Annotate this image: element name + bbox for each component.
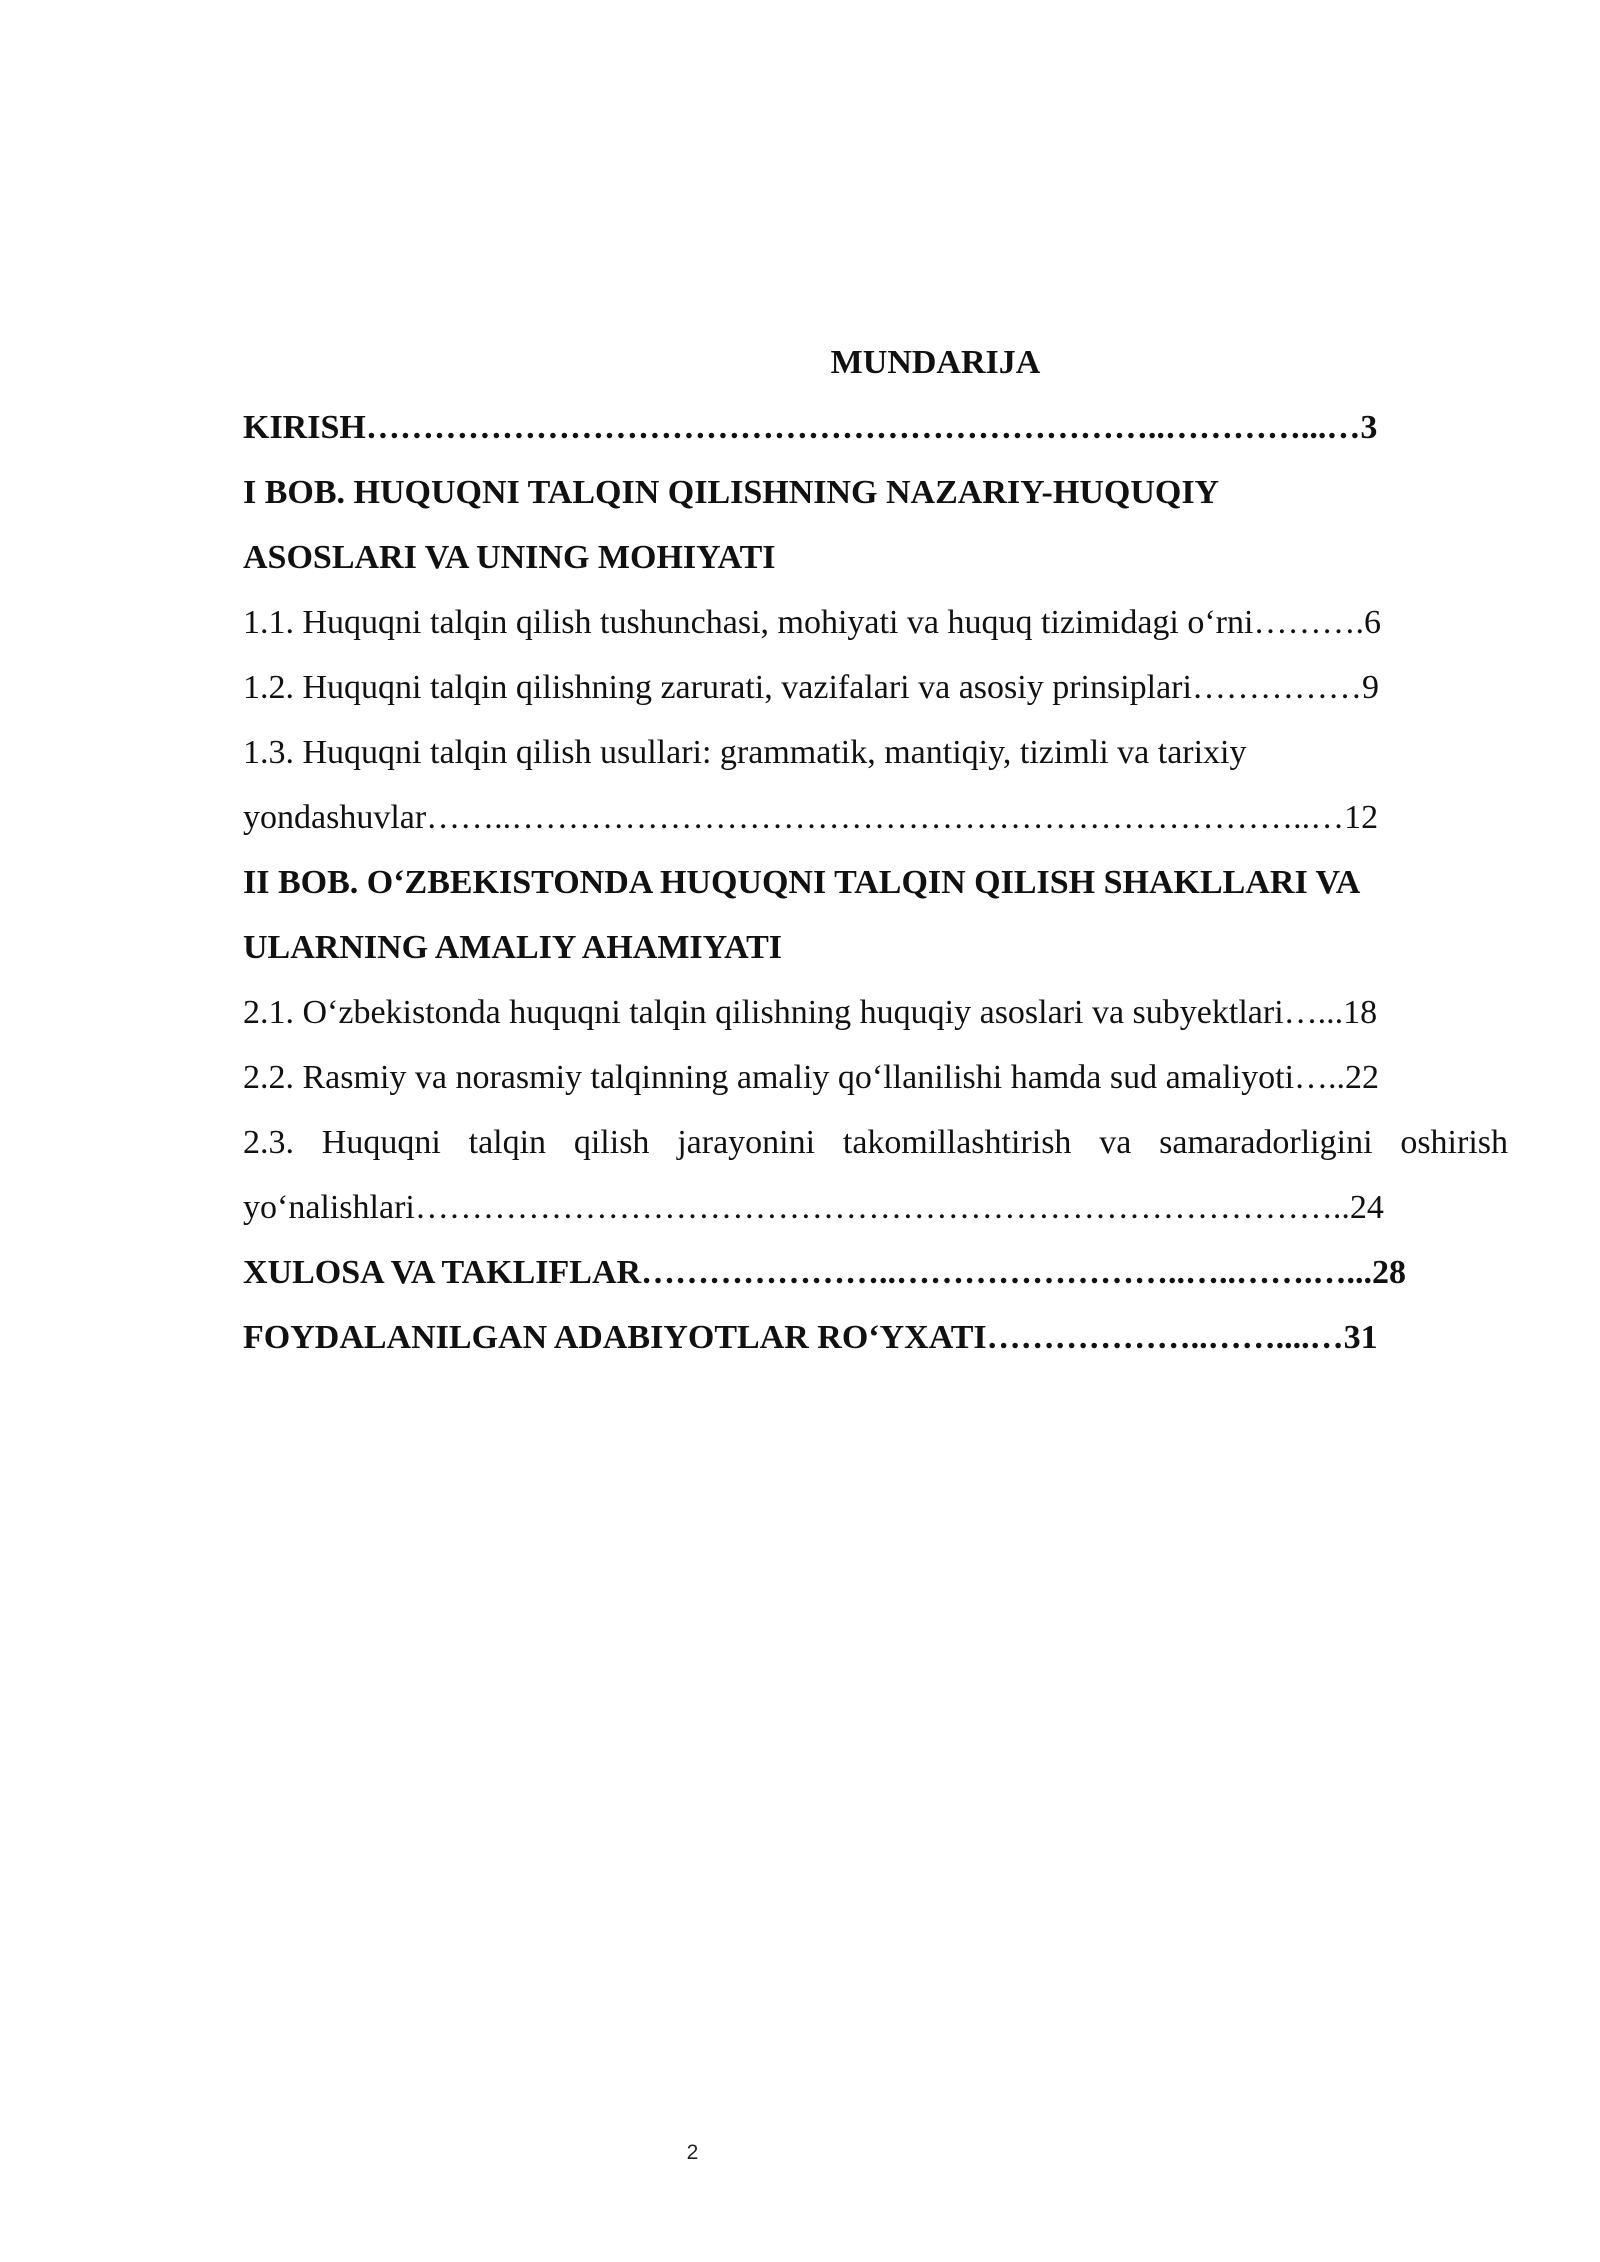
- toc-chapter-1-heading-line-2: ASOSLARI VA UNING MOHIYATI: [243, 539, 776, 576]
- toc-entry-introduction: KIRISH……………………………………………………………..…………...…3: [243, 409, 1378, 446]
- toc-entry-2-2: 2.2. Rasmiy va norasmiy talqinning amaliy qo‘llanilishi hamda sud amaliyoti…..22: [243, 1059, 1380, 1096]
- toc-entry-1-2: 1.2. Huquqni talqin qilishning zarurati, vazifalari va asosiy prinsiplari……………9: [243, 669, 1379, 706]
- toc-entry-2-3-line-1: 2.3. Huquqni talqin qilish jarayonini takomillashtirish va samaradorligini oshirish: [243, 1124, 1508, 1161]
- toc-chapter-2-heading-line-2: ULARNING AMALIY AHAMIYATI: [243, 929, 783, 966]
- page-number: 2: [686, 2141, 699, 2164]
- toc-entry-1-3-line-2: yondashuvlar……..……………………………………………………………..…12: [243, 799, 1379, 836]
- table-of-contents: [243, 330, 1508, 1370]
- toc-entry-references: FOYDALANILGAN ADABIYOTLAR RO‘YXATI………………..……....…31: [243, 1319, 1378, 1356]
- toc-chapter-2-heading-line-1: II BOB. O‘ZBEKISTONDA HUQUQNI TALQIN QILISH SHAKLLARI VA: [243, 864, 1361, 901]
- toc-title: MUNDARIJA: [830, 344, 1041, 381]
- toc-entry-1-3-line-1: 1.3. Huquqni talqin qilish usullari: grammatik, mantiqiy, tizimli va tarixiy: [243, 734, 1247, 771]
- toc-entry-2-3-line-2: yo‘nalishlari………………………………………………………………………..24: [243, 1189, 1384, 1226]
- toc-chapter-1-heading-line-1: I BOB. HUQUQNI TALQIN QILISHNING NAZARIY-HUQUQIY: [243, 474, 1220, 511]
- toc-entry-1-1: 1.1. Huquqni talqin qilish tushunchasi, mohiyati va huquq tizimidagi o‘rni……….6: [243, 604, 1381, 641]
- toc-entry-conclusion: XULOSA VA TAKLIFLAR…………………..……………………..…..…….…...28: [243, 1254, 1407, 1291]
- toc-entry-2-1: 2.1. O‘zbekistonda huquqni talqin qilishning huquqiy asoslari va subyektlari…...18: [243, 994, 1378, 1031]
